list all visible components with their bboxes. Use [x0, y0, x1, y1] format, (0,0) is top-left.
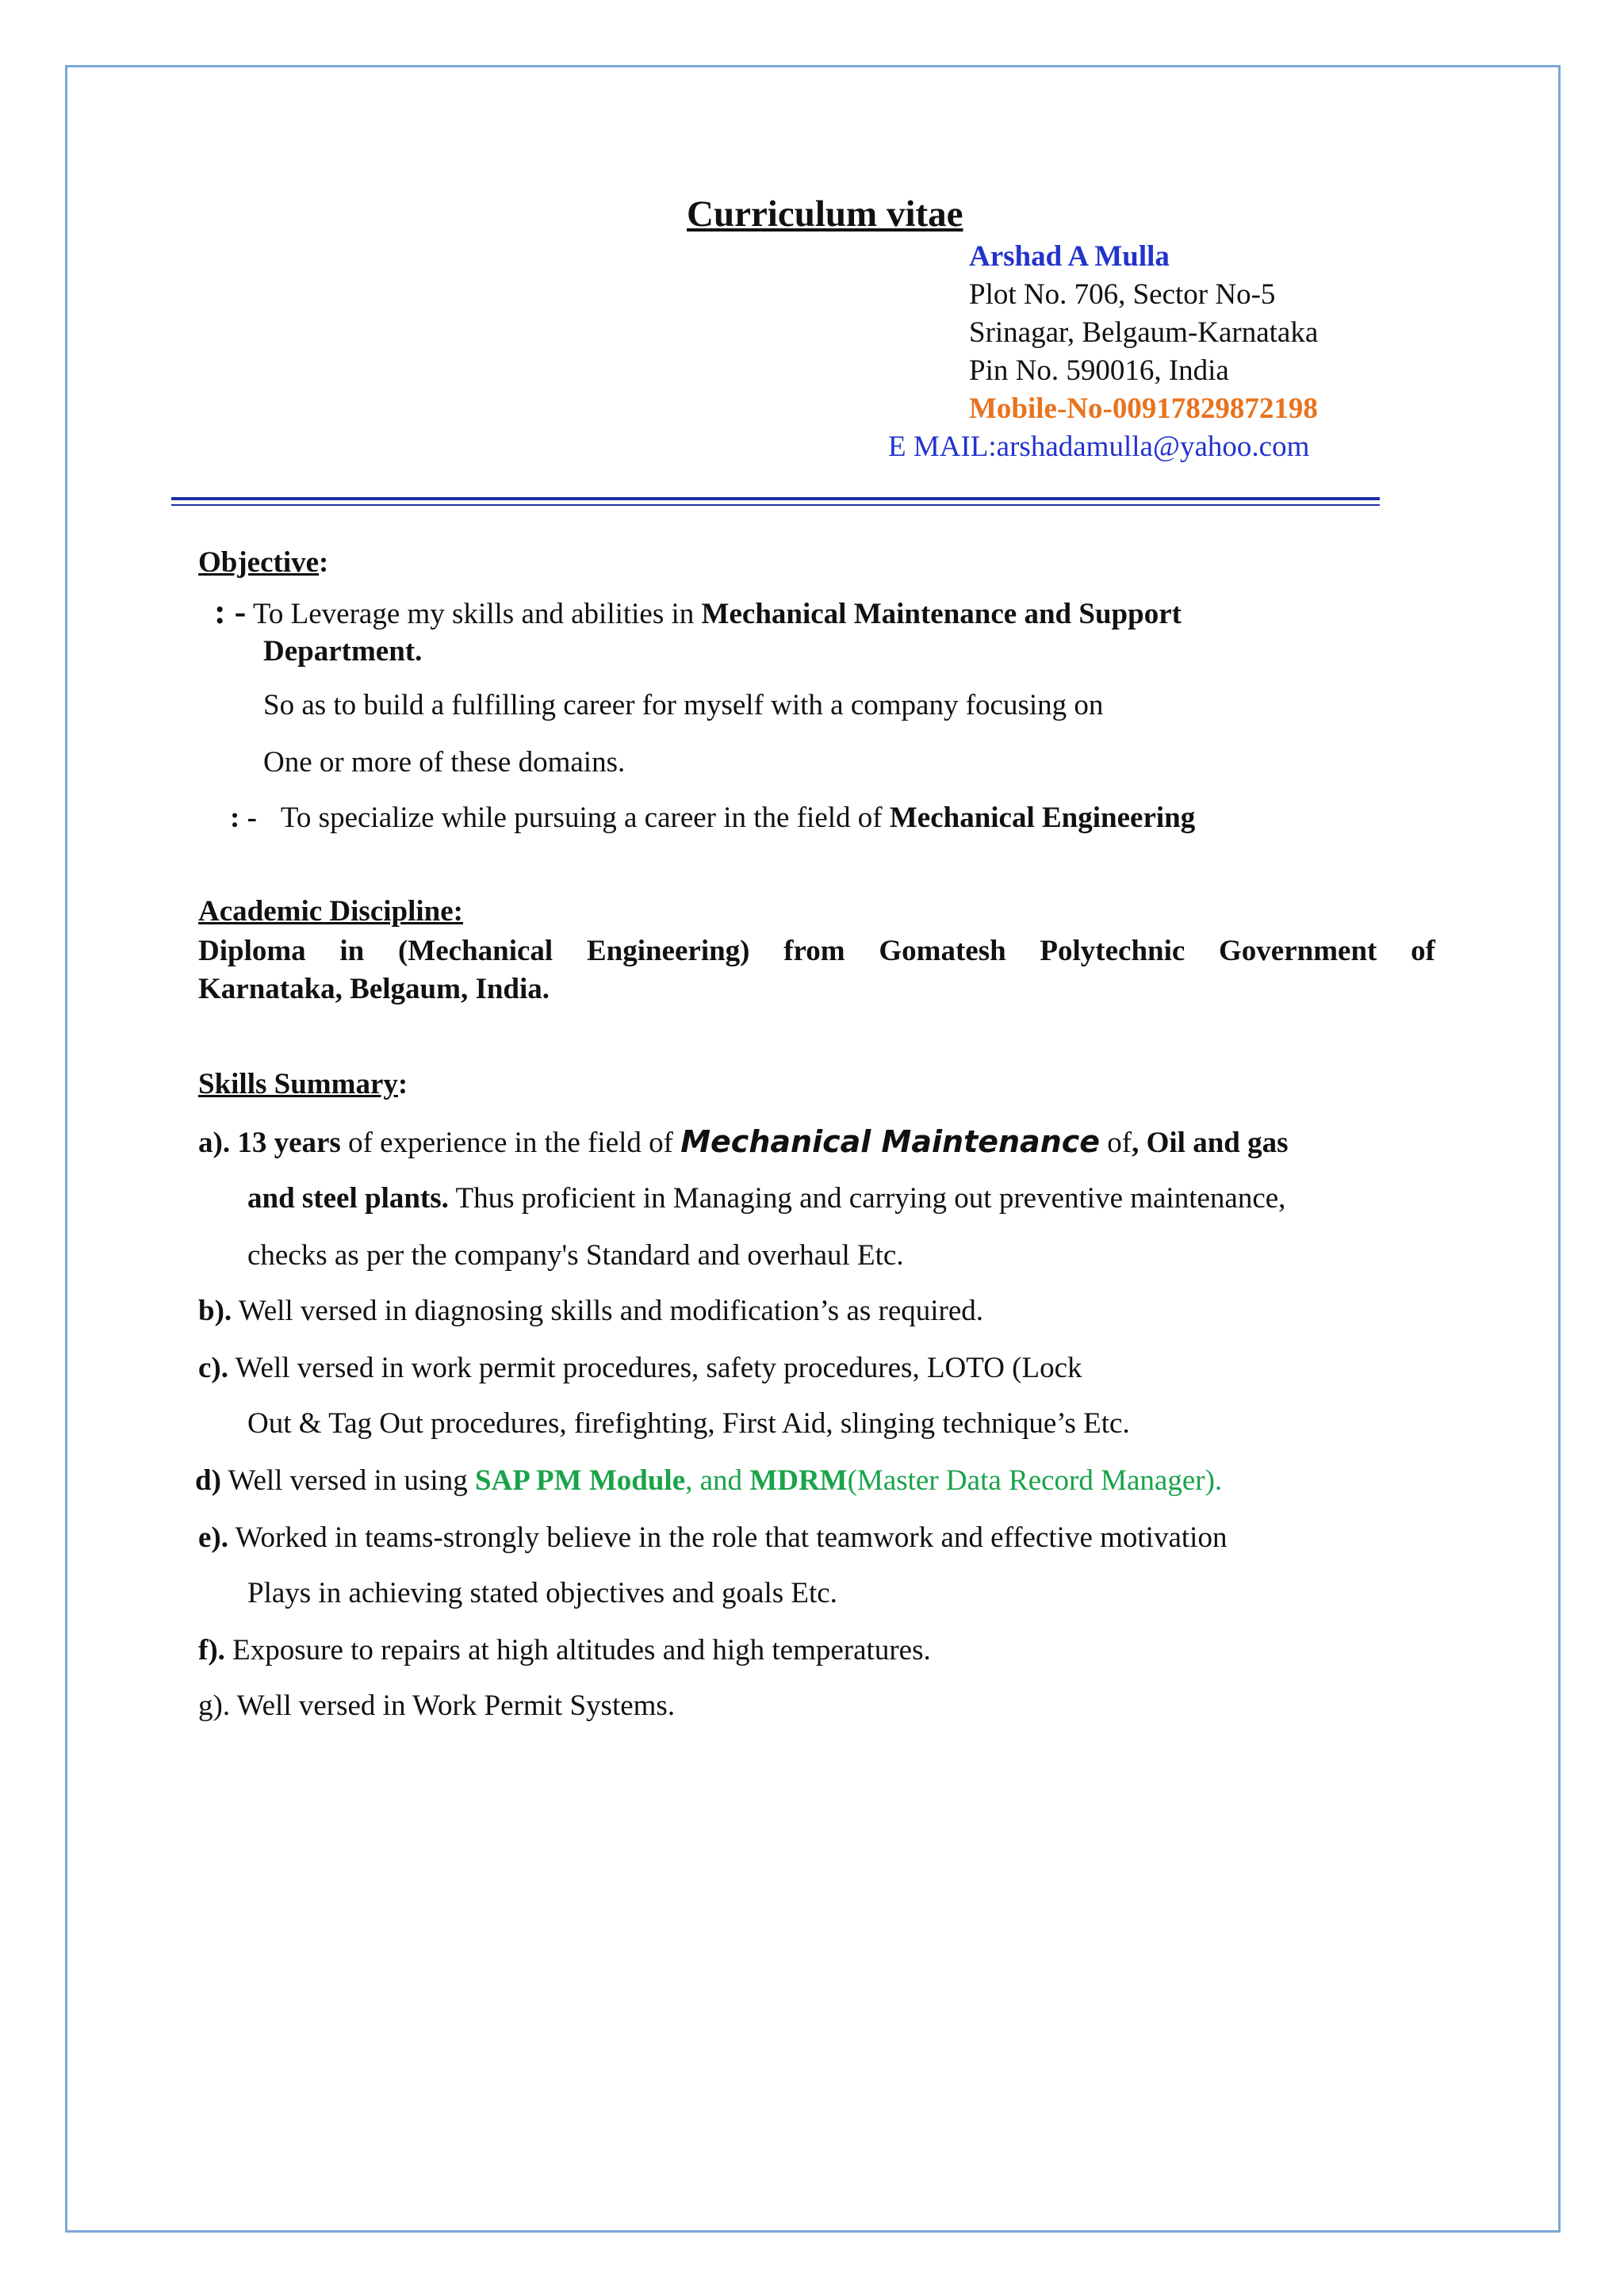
skill-item-c: c). Well versed in work permit procedures, safety procedures, LOTO (Lock — [198, 1352, 1082, 1384]
skill-item-f: f). Exposure to repairs at high altitudes and high temperatures. — [198, 1634, 931, 1667]
skills-heading: Skills Summary: — [198, 1068, 408, 1100]
header-divider-thick — [171, 497, 1380, 500]
skill-item-c-line-2: Out & Tag Out procedures, firefighting, First Aid, slinging technique’s Etc. — [247, 1407, 1130, 1440]
skill-item-a-line-3: checks as per the company's Standard and overhaul Etc. — [247, 1239, 904, 1272]
document-title: Curriculum vitae — [687, 193, 963, 235]
skill-item-e: e). Worked in teams-strongly believe in the role that teamwork and effective motivation — [198, 1521, 1228, 1554]
skill-item-b: b). Well versed in diagnosing skills and modification’s as required. — [198, 1295, 984, 1327]
objective-item-2-marker: : - — [230, 802, 257, 834]
objective-heading: Objective: — [198, 546, 329, 579]
skill-item-g: g). Well versed in Work Permit Systems. — [198, 1689, 676, 1722]
objective-item-1-line-3: So as to build a fulfilling career for myself with a company focusing on — [263, 689, 1104, 721]
objective-item-1: : - To Leverage my skills and abilities in Mechanical Maintenance and Support — [214, 592, 1182, 631]
mobile-number: Mobile-No-00917829872198 — [969, 392, 1318, 425]
skill-item-e-line-2: Plays in achieving stated objectives and goals Etc. — [247, 1577, 837, 1609]
objective-item-2: : - To specialize while pursuing a career in the field of Mechanical Engineering — [230, 802, 1196, 834]
objective-item-1-line-4: One or more of these domains. — [263, 746, 626, 779]
academic-line-2: Karnataka, Belgaum, India. — [198, 973, 550, 1005]
address-line-1: Plot No. 706, Sector No-5 — [969, 278, 1276, 311]
academic-line-1: Diploma in (Mechanical Engineering) from Gomatesh Polytechnic Government of — [198, 935, 1435, 967]
address-line-3: Pin No. 590016, India — [969, 354, 1229, 387]
email-address: E MAIL:arshadamulla@yahoo.com — [888, 430, 1310, 463]
skill-item-a-line-2: and steel plants. Thus proficient in Managing and carrying out preventive maintenance, — [247, 1182, 1286, 1215]
skill-item-a: a). 13 years of experience in the field of Mechanical Maintenance of, Oil and gas — [198, 1124, 1289, 1159]
objective-item-1-marker: : - — [214, 592, 247, 631]
skill-item-d: d) Well versed in using SAP PM Module, and MDRM(Master Data Record Manager). — [195, 1464, 1223, 1497]
objective-item-1-line-2: Department. — [263, 635, 423, 668]
header-divider-thin — [171, 504, 1380, 506]
academic-heading: Academic Discipline: — [198, 895, 463, 928]
address-line-2: Srinagar, Belgaum-Karnataka — [969, 316, 1319, 349]
contact-name: Arshad A Mulla — [969, 240, 1170, 273]
